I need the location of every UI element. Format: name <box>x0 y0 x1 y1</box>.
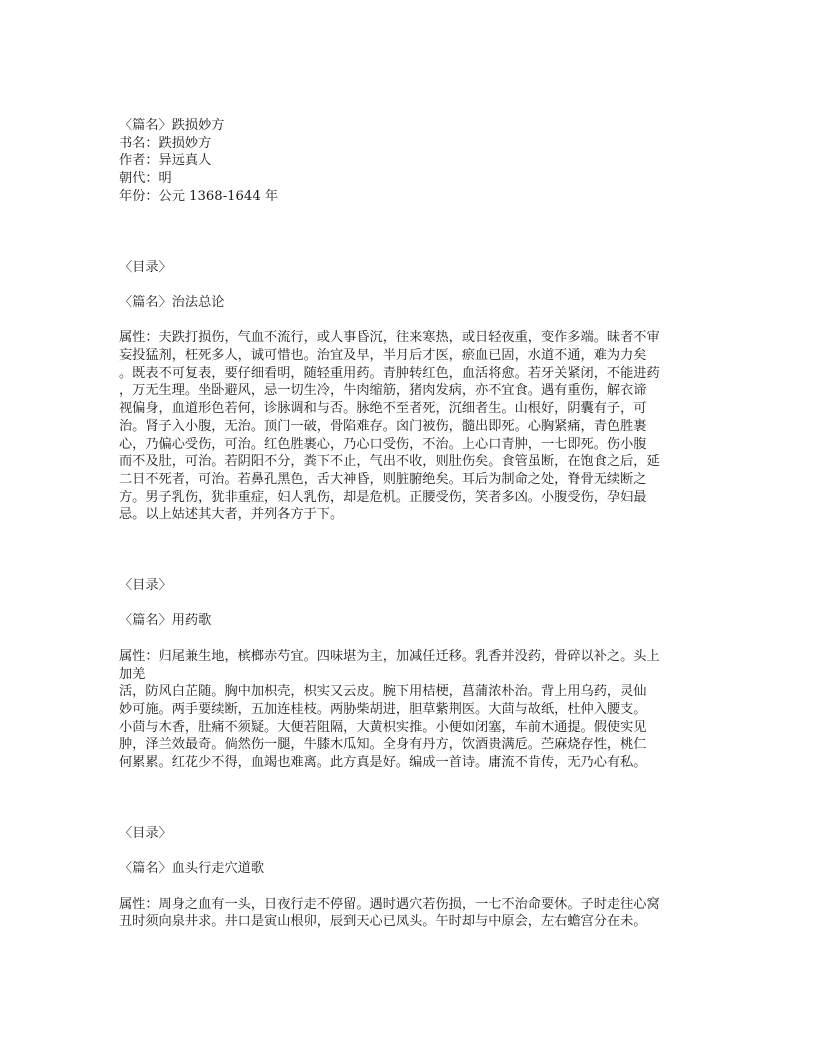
section-body <box>119 329 695 524</box>
year-range: 年份：公元 1368-1644 年 <box>119 188 279 204</box>
body-line: 小茴与木香，肚痛不须疑。大便若阻隔，大黄枳实推。小便如闭塞，车前木通提。假使实见 <box>119 719 647 735</box>
body-line: 属性：夫跌打损伤，气血不流行，或人事昏沉，往来寒热，或日轻夜重，变作多端。昧者不审 <box>119 330 660 346</box>
section-title: 〈篇名〉用药歌 <box>119 613 212 629</box>
body-line: 活，防风白芷随。胸中加枳壳，枳实又云皮。腕下用桔梗，菖蒲浓朴治。背上用乌药，灵仙 <box>119 684 647 700</box>
body-line: 加羌 <box>119 666 146 682</box>
toc-label: 〈目录〉 <box>119 825 172 841</box>
book-name: 书名：跌损妙方 <box>119 135 212 151</box>
body-line: 妙可施。两手要续断，五加连桂枝。两胁柴胡进，胆草紫荆医。大茴与故纸，杜仲入腰支。 <box>119 701 647 717</box>
body-line: 忌。以上姑述其大者，并列各方于下。 <box>119 507 344 523</box>
section-title: 〈篇名〉血头行走穴道歌 <box>119 861 265 877</box>
body-line: 属性：归尾兼生地，槟榔赤芍宜。四味堪为主，加减任迁移。乳香并没药，骨碎以补之。头上 <box>119 648 660 664</box>
section-body <box>119 896 695 931</box>
toc-label: 〈目录〉 <box>119 578 172 594</box>
body-line: ，万无生理。坐卧避风，忌一切生冷，牛肉缩筋，猪肉发病，亦不宜食。遇有重伤，解衣谛 <box>119 383 647 399</box>
body-line: 治。肾子入小腹，无治。顶门一破，骨陷难存。囟门被伤，髓出即死。心胸紧痛，青色胜裹 <box>119 418 647 434</box>
toc-label: 〈目录〉 <box>119 259 172 275</box>
body-line: 属性：周身之血有一头，日夜行走不停留。遇时遇穴若伤损，一七不治命要休。子时走往心窝 <box>119 896 660 912</box>
body-line: 方。男子乳伤，犹非重症，妇人乳伤，却是危机。正腰受伤，笑者多凶。小腹受伤，孕妇最 <box>119 489 647 505</box>
body-line: 视偏身，血道形色若何，诊脉调和与否。脉绝不至者死，沉细者生。山根好，阴囊有子，可 <box>119 401 647 417</box>
section-title: 〈篇名〉治法总论 <box>119 294 225 310</box>
document-page <box>119 117 695 931</box>
body-line: 。既表不可复表，要仔细看明，随轻重用药。青肿转红色，血活将愈。若牙关紧闭，不能进药 <box>119 365 660 381</box>
document-header <box>119 117 695 206</box>
body-line: 何累累。红花少不得，血竭也难离。此方真是好。编成一首诗。庸流不肯传，无乃心有私。 <box>119 755 647 771</box>
body-line: 心，乃偏心受伤，可治。红色胜裹心，乃心口受伤，不治。上心口青肿，一七即死。伤小腹 <box>119 436 647 452</box>
section-zhifa-zonglun <box>119 259 695 525</box>
dynasty: 朝代：明 <box>119 171 172 187</box>
body-line: 二日不死者，可治。若鼻孔黑色，舌大神昏，则脏腑绝矣。耳后为制命之处，脊骨无续断之 <box>119 471 647 487</box>
body-line: 而不及肚，可治。若阴阳不分，粪下不止，气出不收，则肚伤矣。食管虽断，在饱食之后，延 <box>119 454 660 470</box>
body-line: 肿，泽兰效最奇。倘然伤一腿，牛膝木瓜知。全身有丹方，饮酒贵满卮。苎麻烧存性，桃仁 <box>119 737 647 753</box>
body-line: 妄投猛剂，枉死多人，诚可惜也。治宜及早，半月后才医，瘀血已固，水道不通，难为力矣 <box>119 348 647 363</box>
body-line: 丑时须向泉井求。井口是寅山根卯，辰到天心已凤头。午时却与中原会，左右蟾宫分在未。 <box>119 914 647 930</box>
section-xuetou-xingzou-xuedao-ge <box>119 825 695 931</box>
section-body <box>119 648 695 772</box>
section-yongyao-ge <box>119 577 695 772</box>
chapter-title: 〈篇名〉跌损妙方 <box>119 118 225 133</box>
author: 作者：异远真人 <box>119 153 212 169</box>
